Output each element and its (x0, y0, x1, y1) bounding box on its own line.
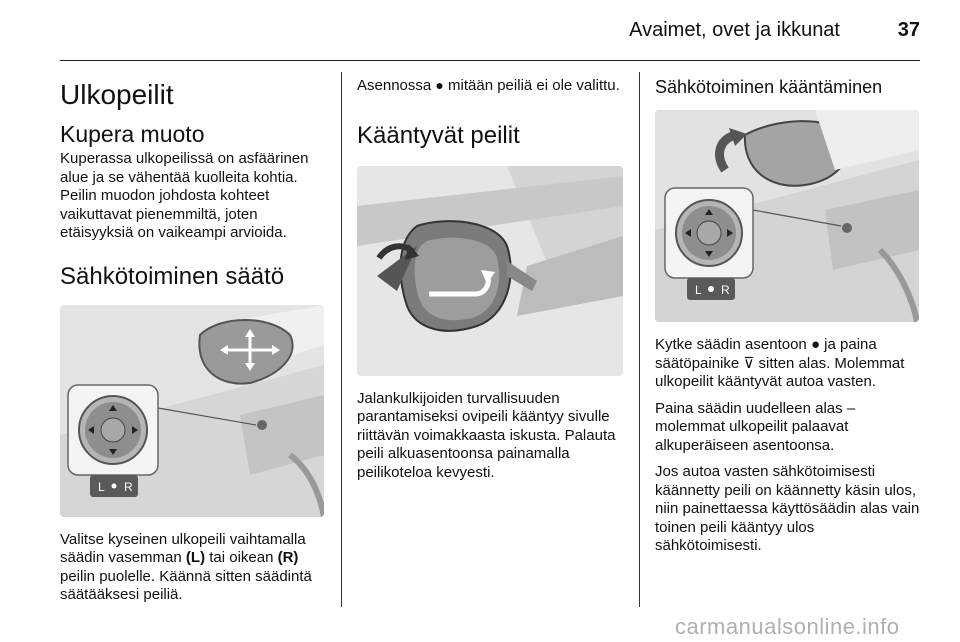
section-title-ulkopeilit: Ulkopeilit (60, 79, 174, 110)
page-header (60, 14, 920, 58)
header-rule (60, 60, 920, 61)
switch-label-l: L (695, 283, 702, 297)
position-dot-icon: ● (435, 77, 444, 93)
switch-label-r: R (124, 479, 133, 494)
figure-mirror-adjustment (60, 305, 324, 517)
paragraph-sahkotoiminen-saato: Valitse kyseinen ulkopeili vaihtamalla säädin vasemman (L) tai oikean (R) peilin puolelle. Käännä sitten säädintä säätääksesi peiliä. (60, 530, 312, 603)
paragraph-asennossa: Asennossa ● mitään peiliä ei ole valittu. (357, 77, 620, 94)
switch-label-l: L (98, 479, 105, 494)
paragraph-kupera-muoto: Kuperassa ulkopeilissä on asfäärinen alue ja se vähentää kuolleita kohtia. Peilin muodon johdosta kohteet vaikuttavat pienemmiltä, joten etäisyyksiä on vaikeampi arvioida. (60, 150, 309, 241)
page-number: 37 (897, 19, 920, 41)
header-title: Avaimet, ovet ja ikkunat (629, 19, 840, 41)
subsection-title-sahkotoiminen-kaantaminen: Sähkötoiminen kääntäminen (655, 77, 883, 97)
paragraph-paina-saadin: Paina säädin uudelleen alas – molemmat ulkopeilit palaavat alkuperäiseen asentoonsa. (655, 399, 856, 454)
column-1 (60, 72, 328, 613)
watermark: carmanualsonline.info (675, 614, 900, 639)
subsection-title-sahkotoiminen-saato: Sähkötoiminen säätö (60, 262, 285, 290)
mirror-adjustment-illustration (60, 305, 324, 517)
column-3 (655, 72, 923, 564)
electric-folding-illustration (655, 110, 919, 322)
paragraph-kaantyvat-peilit: Jalankulkijoiden turvallisuuden parantamiseksi ovipeili kääntyy sivulle riittävän voimakkaasta iskusta. Palauta peili alkuasentoonsa painamalla peilikoteloa kevyesti. (357, 389, 616, 481)
folding-mirror-illustration (357, 166, 623, 376)
subsection-title-kupera-muoto: Kupera muoto (60, 121, 205, 147)
column-divider-1 (341, 72, 342, 607)
figure-folding-mirror (357, 166, 623, 376)
switch-label-r: R (721, 283, 730, 297)
section-title-kaantyvat-peilit: Kääntyvät peilit (357, 121, 520, 149)
paragraph-jos-autoa: Jos autoa vasten sähkötoimisesti käännetty peili on käännetty käsin ulos, niin painettaessa käyttösäädin alas vain toinen peili kääntyy ulos sähkötoimisesti. (655, 463, 920, 554)
figure-electric-folding (655, 110, 919, 322)
column-2 (357, 72, 627, 490)
paragraph-kytke-saadin: Kytke säädin asentoon ● ja paina säätöpainike ⊽ sitten alas. Molemmat ulkopeilit kääntyvät autoa vasten. (655, 336, 905, 390)
column-divider-2 (639, 72, 640, 607)
